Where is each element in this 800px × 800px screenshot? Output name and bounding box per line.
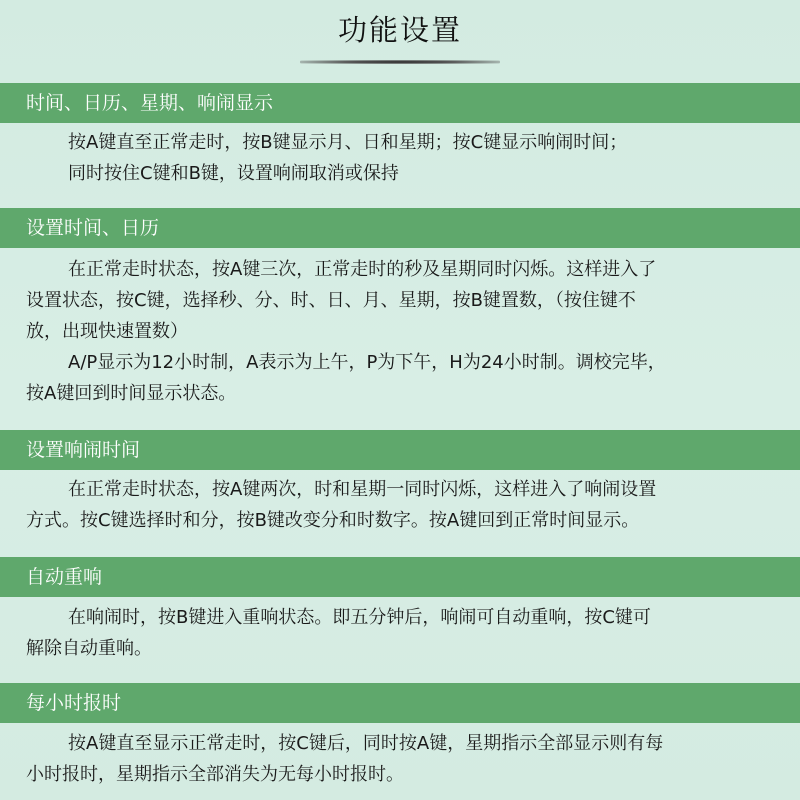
section-text-line: 同时按住C键和B键，设置响闹取消或保持 bbox=[68, 163, 399, 184]
section-text-line: 设置状态，按C键，选择秒、分、时、日、月、星期，按B键置数，（按住键不 bbox=[26, 290, 636, 311]
section-body-set-time-calendar bbox=[26, 254, 786, 409]
section-text-line: 在正常走时状态，按A键三次，正常走时的秒及星期同时闪烁。这样进入了 bbox=[68, 259, 657, 280]
section-text-line: 在响闹时，按B键进入重响状态。即五分钟后，响闹可自动重响，按C键可 bbox=[68, 607, 651, 628]
section-text-line: 在正常走时状态，按A键两次，时和星期一同时闪烁，这样进入了响闹设置 bbox=[68, 479, 657, 500]
section-text-line: 小时报时，星期指示全部消失为无每小时报时。 bbox=[26, 764, 404, 785]
section-header-hourly-chime: 每小时报时 bbox=[0, 683, 800, 723]
section-text-line: 放，出现快速置数） bbox=[26, 321, 188, 342]
section-text-line: 按A键直至正常走时，按B键显示月、日和星期；按C键显示响闹时间； bbox=[68, 132, 628, 153]
section-body-time-display bbox=[26, 127, 786, 189]
section-header-auto-snooze: 自动重响 bbox=[0, 557, 800, 597]
section-text-line: 解除自动重响。 bbox=[26, 638, 152, 659]
section-text-line: 按A键直至显示正常走时，按C键后，同时按A键，星期指示全部显示则有每 bbox=[68, 733, 664, 754]
section-text-line: A/P显示为12小时制，A表示为上午，P为下午，H为24小时制。调校完毕， bbox=[68, 352, 666, 373]
section-body-set-alarm bbox=[26, 474, 786, 536]
section-header-set-time-calendar: 设置时间、日历 bbox=[0, 208, 800, 248]
title-area bbox=[0, 0, 800, 76]
section-header-set-alarm: 设置响闹时间 bbox=[0, 430, 800, 470]
section-text-line: 按A键回到时间显示状态。 bbox=[26, 383, 237, 404]
section-header-time-display: 时间、日历、星期、响闹显示 bbox=[0, 83, 800, 123]
page-title: 功能设置 bbox=[337, 13, 462, 47]
section-text-line: 方式。按C键选择时和分，按B键改变分和时数字。按A键回到正常时间显示。 bbox=[26, 510, 640, 531]
section-body-auto-snooze bbox=[26, 602, 786, 664]
title-underline-decoration bbox=[300, 60, 500, 64]
section-body-hourly-chime bbox=[26, 728, 786, 790]
